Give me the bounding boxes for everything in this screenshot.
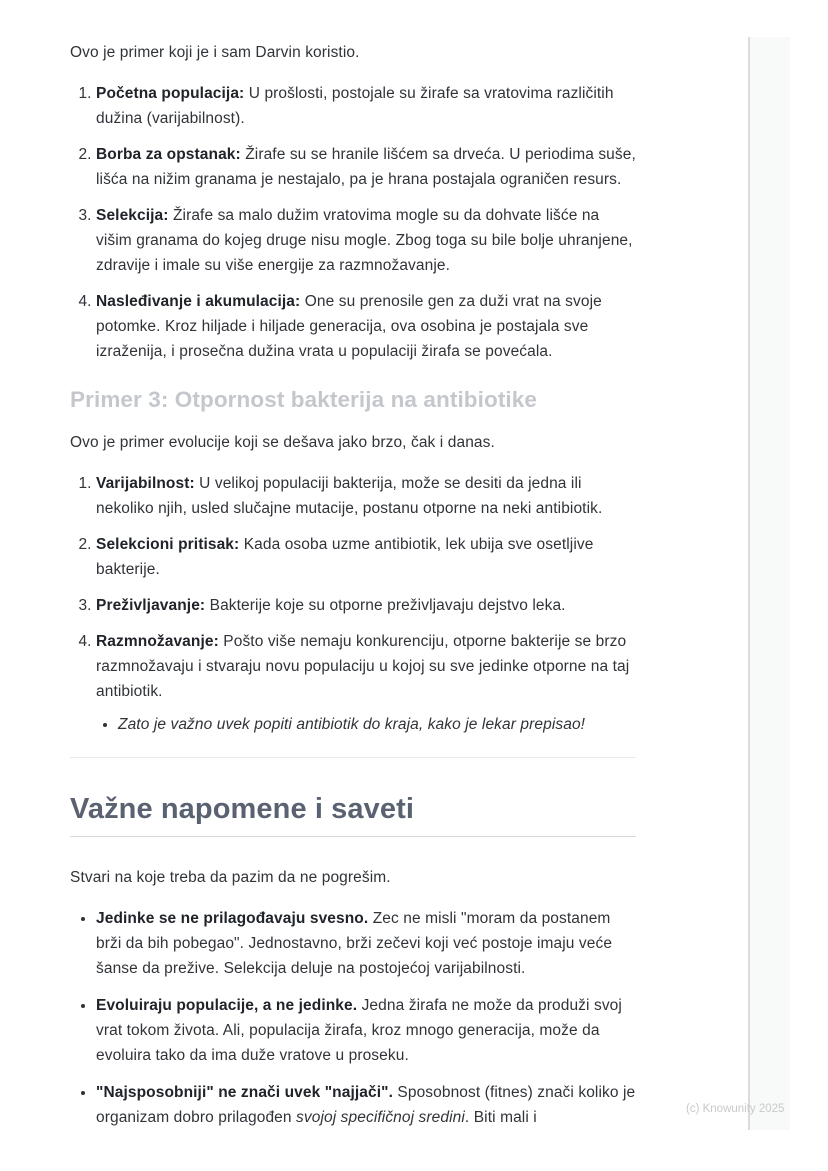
list-item-term: Selekcija: — [96, 207, 169, 224]
list-item-term: Razmnožavanje: — [96, 633, 219, 650]
list-item-desc: Jedna žirafa ne može da produži svoj vrat tokom života. Ali, populacija žirafa, kroz mnogo generacija, može da evoluira tako da ima duže vratove u proseku. — [96, 997, 622, 1064]
nested-note-list — [96, 712, 636, 737]
list-item-desc: Kada osoba uzme antibiotik, lek ubija sve osetljive bakterije. — [96, 536, 594, 578]
list-item-term: Varijabilnost: — [96, 475, 195, 492]
heading-primer-3: Primer 3: Otpornost bakterija na antibiotike — [70, 387, 538, 412]
intro-paragraph: Ovo je primer koji je i sam Darvin koristio. — [70, 44, 360, 61]
list-item-desc: Bakterije koje su otporne preživljavaju dejstvo leka. — [209, 597, 566, 614]
list-item — [96, 203, 636, 278]
list-item-term: Jedinke se ne prilagođavaju svesno. — [96, 910, 369, 927]
list-item — [96, 142, 636, 192]
document-content — [70, 40, 636, 1142]
notes-intro-paragraph: Stvari na koje treba da pazim da ne pogrešim. — [70, 869, 391, 886]
list-item-desc: Zec ne misli "moram da postanem brži da bih pobegao". Jednostavno, brži zečevi koji već postoje imaju veće šanse da prežive. Selekcija deluje na postojećoj varijabilnosti. — [96, 910, 613, 977]
list-item — [96, 906, 636, 981]
list-item-term: "Najsposobniji" ne znači uvek "najjači". — [96, 1084, 393, 1101]
list-item-desc: U velikoj populaciji bakterija, može se desiti da jedna ili nekoliko njih, usled slučajne mutacije, postanu otporne na neki antibiotik. — [96, 475, 603, 517]
list-item-desc-cont: . Biti mali i — [464, 1109, 537, 1126]
list-item-desc: Pošto više nemaju konkurenciju, otporne bakterije se brzo razmnožavaju i stvaraju novu populaciju u kojoj su sve jedinke otporne na taj antibiotik. — [96, 633, 630, 700]
section-divider — [70, 757, 636, 758]
notes-bullet-list — [70, 906, 636, 1130]
list-item-desc: One su prenosile gen za duži vrat na svoje potomke. Kroz hiljade i hiljade generacija, ova osobina je postajala sve izraženija, i prosečna dužina vrata u populaciji žirafa se povećala. — [96, 293, 602, 360]
list-item — [96, 629, 636, 737]
list-item-desc: Žirafe sa malo dužim vratovima mogle su da dohvate lišće na višim granama do kojeg druge nisu mogle. Zbog toga su bile bolje uhranjene, zdravije i imale su više energije za razmnožavanje. — [96, 207, 633, 274]
list-item-desc: Sposobnost (fitnes) znači koliko je organizam dobro prilagođen — [96, 1084, 636, 1126]
list-item-desc: Žirafe su se hranile lišćem sa drveća. U periodima suše, lišća na nižim granama je nestajalo, pa je hrana postajala ograničen resurs. — [96, 146, 636, 188]
list-item-term: Početna populacija: — [96, 85, 245, 102]
list-item — [96, 532, 636, 582]
list-item — [96, 593, 636, 618]
list-item — [96, 289, 636, 364]
antibiotics-example-list — [70, 471, 636, 737]
list-item-term: Preživljavanje: — [96, 597, 206, 614]
list-item-term: Nasleđivanje i akumulacija: — [96, 293, 301, 310]
list-item — [96, 993, 636, 1068]
example3-intro-paragraph: Ovo je primer evolucije koji se dešava jako brzo, čak i danas. — [70, 434, 495, 451]
list-item-term: Borba za opstanak: — [96, 146, 241, 163]
nested-note-item: • Zato je važno uvek popiti antibiotik do kraja, kako je lekar prepisao! — [118, 712, 636, 737]
darwin-example-list — [70, 81, 636, 364]
list-item-italic-phrase: svojoj specifičnoj sredini — [296, 1109, 465, 1126]
list-item-desc: U prošlosti, postojale su žirafe sa vratovima različitih dužina (varijabilnost). — [96, 85, 614, 127]
list-item-term: Evoluiraju populacije, a ne jedinke. — [96, 997, 358, 1014]
page-edge-strip — [748, 37, 790, 1130]
list-item — [96, 471, 636, 521]
list-item — [96, 1080, 636, 1130]
list-item-term: Selekcioni pritisak: — [96, 536, 240, 553]
heading-vazne-napomene: Važne napomene i saveti — [70, 792, 636, 837]
watermark: (c) Knowunity 2025 — [686, 1103, 785, 1115]
list-item — [96, 81, 636, 131]
